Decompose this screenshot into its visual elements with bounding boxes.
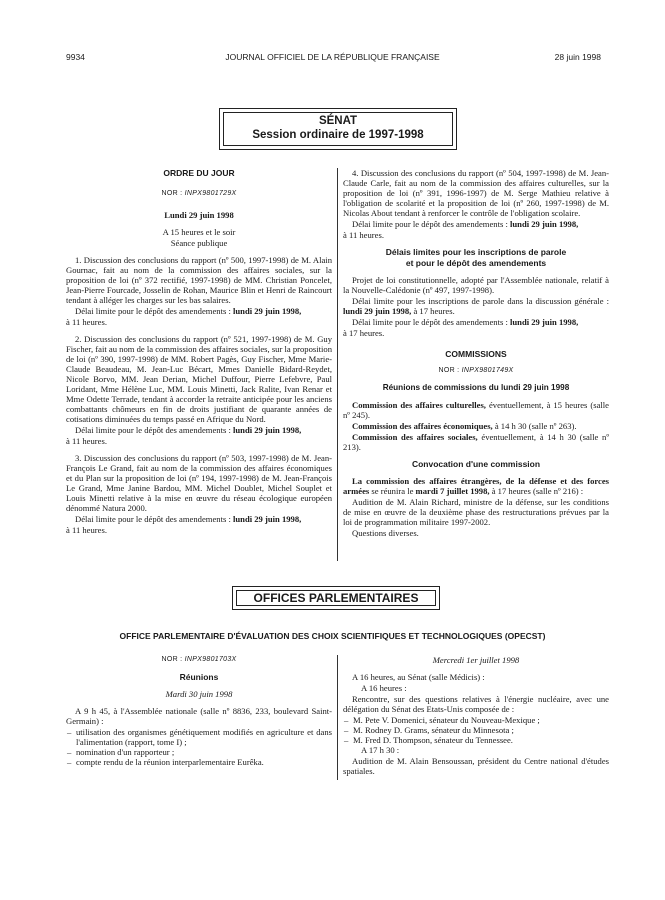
ordre-seance: Séance publique	[170, 238, 228, 248]
opecst-nor: NOR : INPX9801703X	[161, 656, 237, 663]
ordre-du-jour-column	[66, 168, 332, 536]
page-number: 9934	[66, 52, 85, 62]
list-item: – compte rendu de la réunion interparlementaire Eurêka.	[76, 757, 332, 767]
ordre-item-4-time: à 11 heures.	[343, 230, 384, 240]
ordre-item-3: 3. Discussion des conclusions du rapport (nº 503, 1997-1998) de M. Jean-François Le Grand, fait au nom de la commission des affaires économiques et du Plan sur la proposition de loi (nº 194, 1997-1998) de M. Jean-François Le Grand, Mme Janine Bardou, MM. Michel Doublet, Michel Souplet et Louis Minetti relative à la mise en œuvre du réseau écologique européen dénommé Natura 2000.	[66, 453, 332, 513]
delais-heading-2: et pour le dépôt des amendements	[405, 258, 547, 268]
delais-p1: Projet de loi constitutionnelle, adopté par l'Assemblée nationale, relatif à la Nouvelle-Calédonie (nº 497, 1997-1998).	[343, 275, 609, 295]
convocation-heading: Convocation d'une commission	[411, 459, 541, 469]
ordre-item-4: 4. Discussion des conclusions du rapport (nº 504, 1997-1998) de M. Jean-Claude Carle, fait au nom de la commission des affaires culturelles, sur la proposition de loi (nº 391, 1996-1997) de M. Serge Mathieu relative à l'obligation de scolarité et la proposition de loi (nº 260, 1997-1998) de M. Nicolas About tendant à renforcer le contrôle de l'obligation scolaire.	[343, 168, 609, 218]
list-item: – M. Rodney D. Grams, sénateur du Minnesota ;	[353, 725, 609, 735]
opecst-day-1: Mardi 30 juin 1998	[165, 689, 233, 699]
delais-p3-time: à 17 heures.	[343, 328, 385, 338]
opecst-day-2: Mercredi 1er juillet 1998	[432, 655, 520, 665]
delais-heading-1: Délais limites pour les inscriptions de parole	[385, 247, 567, 257]
journal-title: JOURNAL OFFICIEL DE LA RÉPUBLIQUE FRANÇAISE	[225, 52, 440, 62]
senat-title-box	[219, 108, 457, 150]
list-item: – M. Pete V. Domenici, sénateur du Nouveau-Mexique ;	[353, 715, 609, 725]
column-divider	[337, 168, 338, 561]
ordre-item-1-deadline: Délai limite pour le dépôt des amendements : lundi 29 juin 1998,	[75, 306, 302, 316]
ordre-day: Lundi 29 juin 1998	[164, 210, 234, 220]
commissions-nor: NOR : INPX9801749X	[438, 367, 514, 374]
opecst-p1: A 9 h 45, à l'Assemblée nationale (salle nº 8836, 233, boulevard Saint-Germain) :	[66, 706, 332, 726]
right-column	[343, 168, 609, 539]
ordre-item-1-time: à 11 heures.	[66, 317, 107, 327]
opecst-heading: OFFICE PARLEMENTAIRE D'ÉVALUATION DES CHOIX SCIENTIFIQUES ET TECHNOLOGIQUES (OPECST)	[119, 631, 546, 641]
session-subtitle: Session ordinaire de 1997-1998	[252, 129, 424, 141]
commissions-heading: COMMISSIONS	[445, 349, 507, 359]
list-item: – utilisation des organismes génétiquement modifiés en agriculture et dans l'alimentation (rapport, tome I) ;	[76, 727, 332, 747]
ordre-nor: NOR : INPX9801729X	[161, 190, 237, 197]
commission-economiques: Commission des affaires économiques, à 14 h 30 (salle nº 263).	[352, 421, 577, 431]
delais-p2: Délai limite pour les inscriptions de parole dans la discussion générale : lundi 29 juin 1998, à 17 heures.	[343, 296, 609, 316]
opecst-p4: Rencontre, sur des questions relatives à l'énergie nucléaire, avec une délégation du Sénat des Etats-Unis composée de :	[343, 694, 609, 714]
opecst-left-column	[66, 655, 332, 767]
ordre-heading: ORDRE DU JOUR	[163, 168, 235, 178]
ordre-item-4-deadline: Délai limite pour le dépôt des amendements : lundi 29 juin 1998,	[352, 219, 579, 229]
ordre-item-3-time: à 11 heures.	[66, 525, 107, 535]
ordre-item-1: 1. Discussion des conclusions du rapport (nº 500, 1997-1998) de M. Alain Gournac, fait au nom de la commission des affaires sociales, sur la proposition de loi (nº 372 rectifié, 1997-1998) de MM. Christian Poncelet, Jean-Pierre Fourcade, Josselin de Rohan, Maurice Blin et Henri de Raincourt tendant à alléger les charges sur les bas salaires.	[66, 255, 332, 305]
list-item: – M. Fred D. Thompson, sénateur du Tennessee.	[353, 735, 609, 745]
convocation-p2: Audition de M. Alain Richard, ministre de la défense, sur les conditions de mise en œuvre de la deuxième phase des restructurations prévues par la loi de programmation militaire 1997-2002.	[343, 497, 609, 527]
ordre-item-3-deadline: Délai limite pour le dépôt des amendements : lundi 29 juin 1998,	[75, 514, 302, 524]
opecst-p6: Audition de M. Alain Bensoussan, président du Centre national d'études spatiales.	[343, 756, 609, 776]
ordre-time: A 15 heures et le soir	[162, 227, 236, 237]
convocation-p1: La commission des affaires étrangères, de la défense et des forces armées se réunira le mardi 7 juillet 1998, à 17 heures (salle nº 216) :	[343, 476, 609, 496]
opecst-p3: A 16 heures :	[361, 683, 407, 693]
opecst-right-column	[343, 655, 609, 777]
opecst-p2: A 16 heures, au Sénat (salle Médicis) :	[352, 672, 485, 682]
offices-title: OFFICES PARLEMENTAIRES	[253, 591, 419, 605]
opecst-list-1	[66, 727, 332, 767]
offices-title-box	[232, 586, 440, 610]
ordre-item-2: 2. Discussion des conclusions du rapport (nº 521, 1997-1998) de M. Guy Fischer, fait au nom de la commission des affaires sociales, sur la proposition de loi (nº 390, 1997-1998) de MM. Robert Pagès, Guy Fischer, Mme Marie-Claude Beaudeau, M. Jean-Luc Bécart, Mmes Danielle Bidard-Reydet, Nicole Borvo, MM. Jean Derian, Michel Duffour, Pierre Lefebvre, Paul Loridant, Mme Hélène Luc, MM. Louis Minetti, Jack Ralite, Ivan Renar et Mme Odette Terrade, tendant à accorder la retraite anticipée pour les anciens combattants chômeurs en fin de droits justifiant de quarante années de cotisations diminuées du temps passé en Afrique du Nord.	[66, 334, 332, 424]
commission-sociales: Commission des affaires sociales, éventuellement, à 14 h 30 (salle nº 213).	[343, 432, 609, 452]
opecst-list-2	[343, 715, 609, 745]
convocation-p3: Questions diverses.	[352, 528, 419, 538]
list-item: – nomination d'un rapporteur ;	[76, 747, 332, 757]
ordre-item-2-time: à 11 heures.	[66, 436, 107, 446]
header-date: 28 juin 1998	[554, 52, 601, 62]
opecst-reunions: Réunions	[179, 672, 219, 682]
delais-p3: Délai limite pour le dépôt des amendements : lundi 29 juin 1998,	[352, 317, 579, 327]
senat-title: SÉNAT	[318, 115, 358, 127]
column-divider	[337, 655, 338, 780]
commissions-subheading: Réunions de commissions du lundi 29 juin 1998	[382, 383, 570, 392]
opecst-p5: A 17 h 30 :	[361, 745, 400, 755]
ordre-item-2-deadline: Délai limite pour le dépôt des amendements : lundi 29 juin 1998,	[75, 425, 302, 435]
commission-culturelles: Commission des affaires culturelles, éventuellement, à 15 heures (salle nº 245).	[343, 400, 609, 420]
